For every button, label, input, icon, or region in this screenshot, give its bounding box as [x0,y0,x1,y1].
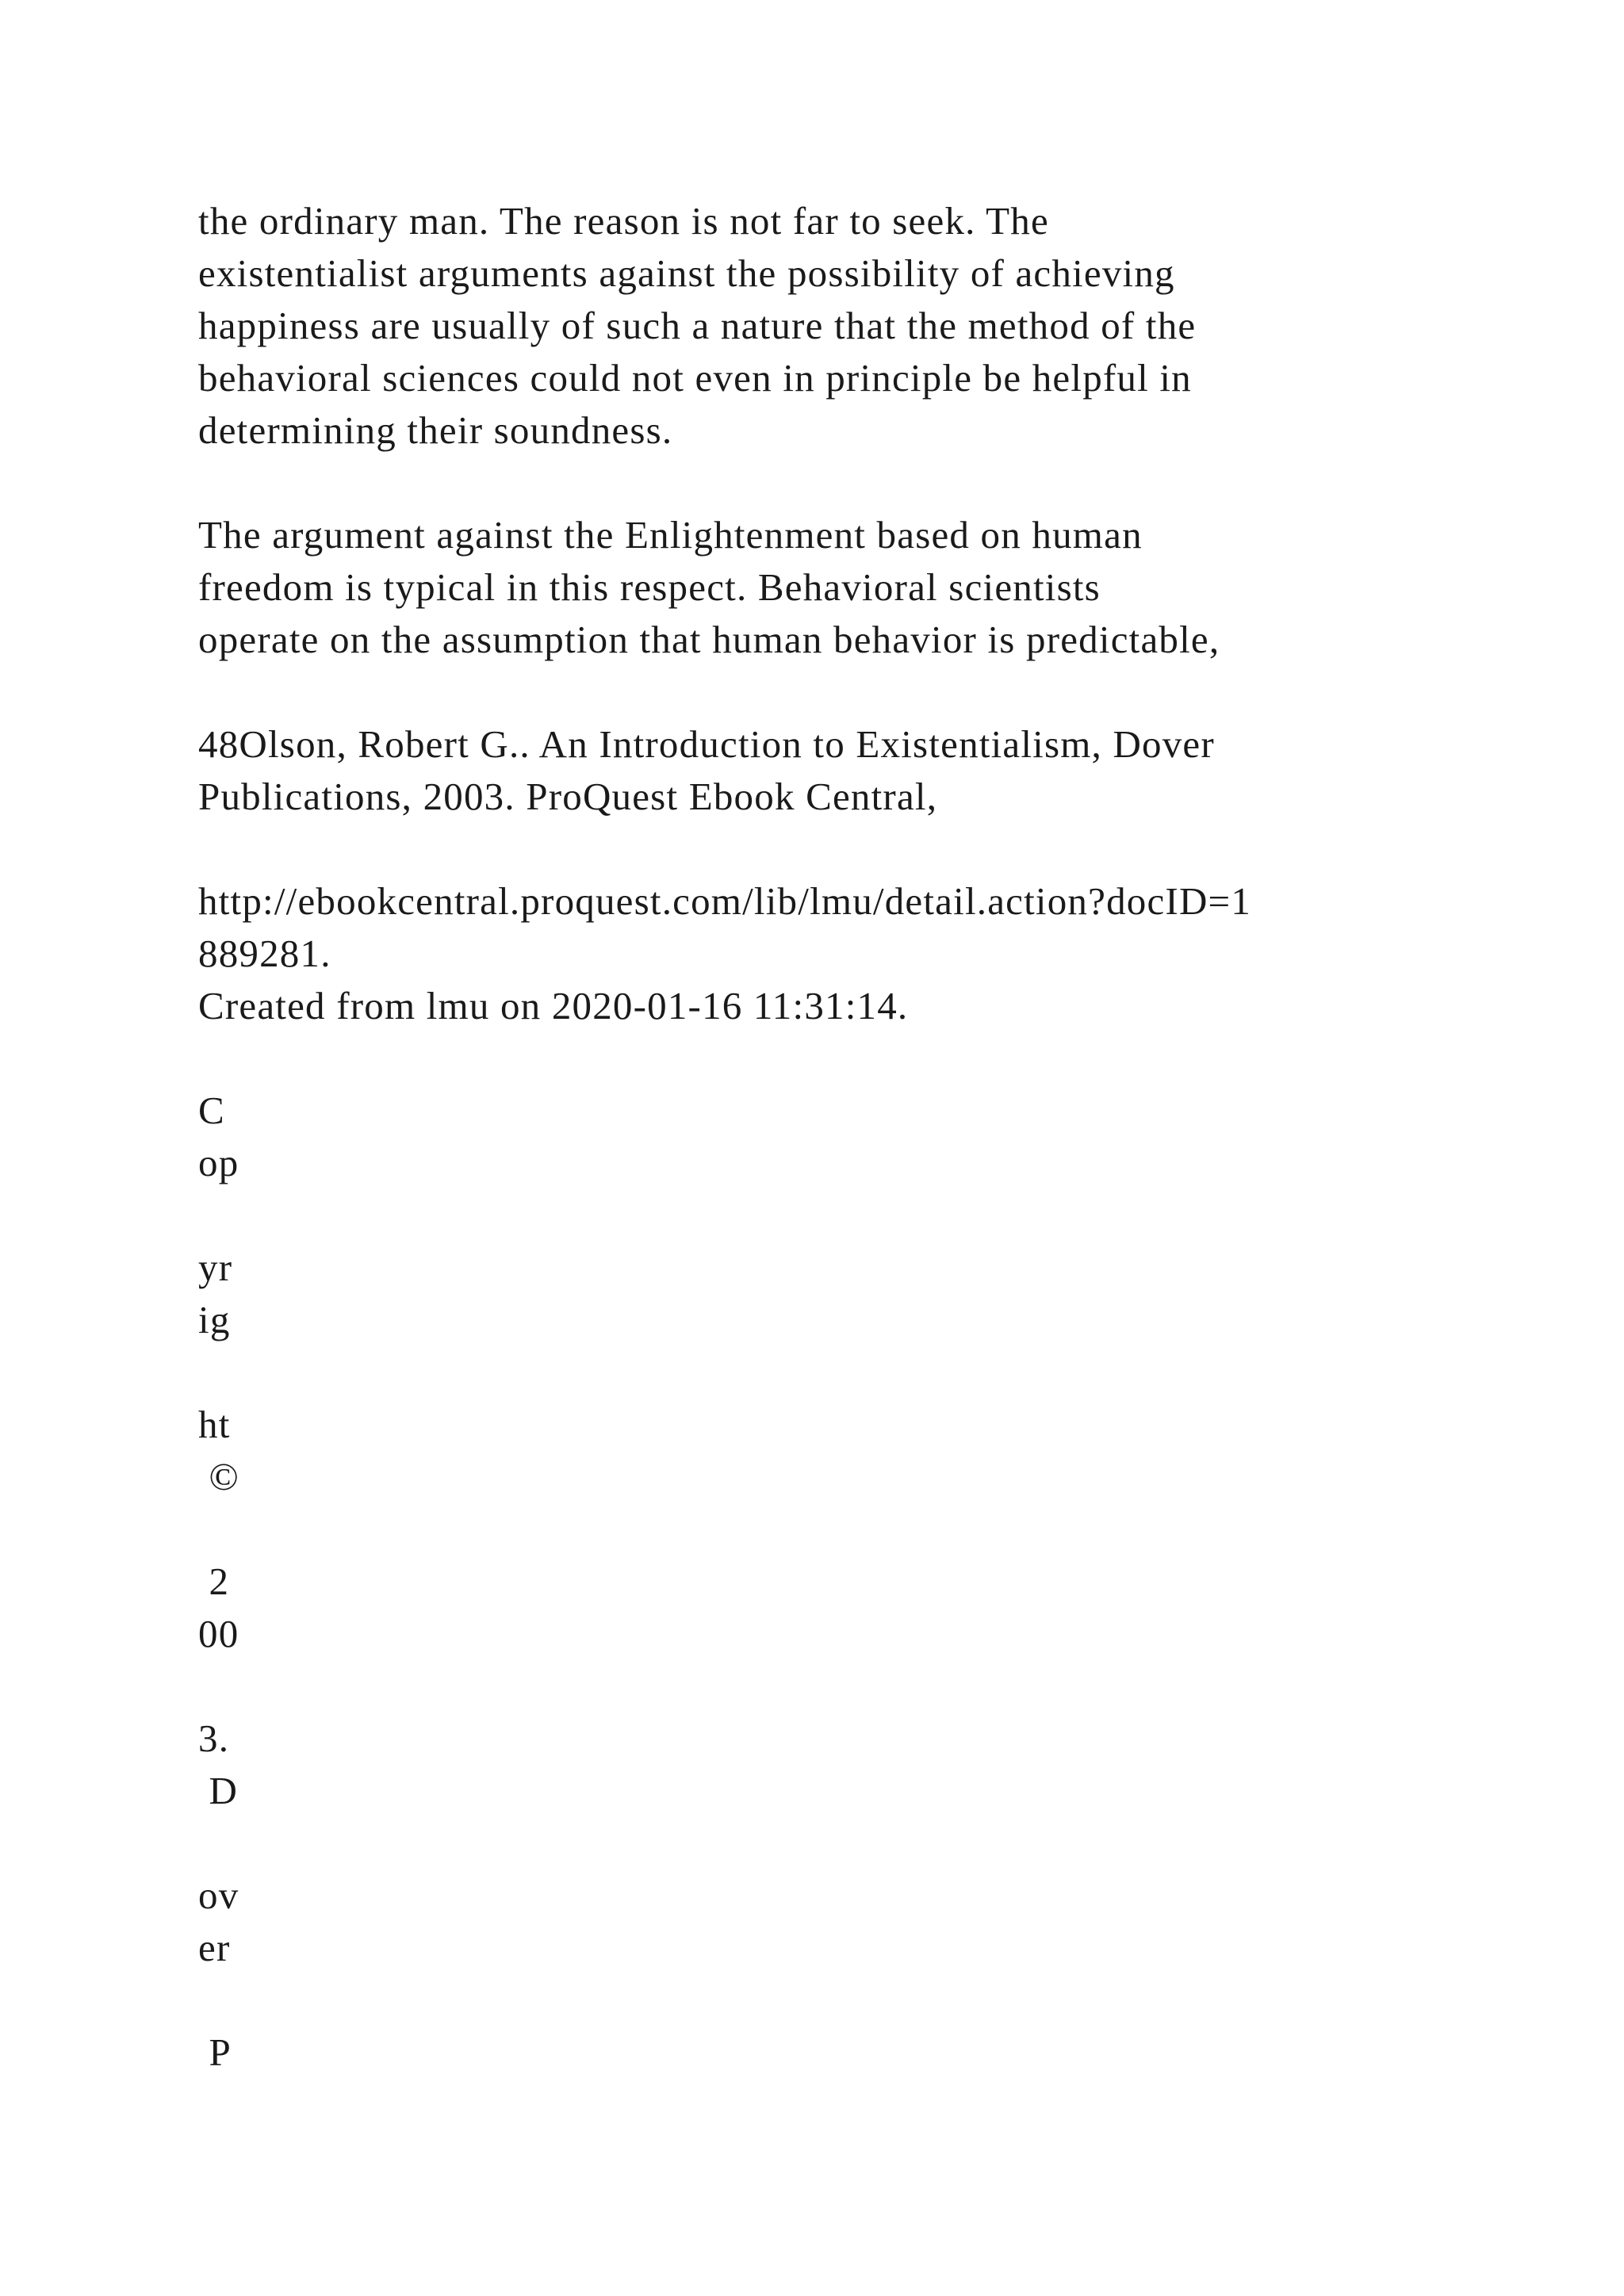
text-line: happiness are usually of such a nature that the method of the [198,304,1197,347]
watermark-fragment: ht [198,1402,231,1446]
watermark-fragment: yr [198,1246,233,1289]
document-body [198,195,1546,2079]
watermark-fragment: 00 [198,1612,239,1655]
citation [198,718,1546,823]
paragraph-freedom [198,509,1546,666]
text-line: The argument against the Enlightenment based on human [198,513,1143,557]
watermark-fragment: er [198,1926,231,1969]
watermark-fragment: ov [198,1873,239,1917]
text-line: operate on the assumption that human behavior is predictable, [198,618,1220,661]
source-url-continued: 889281. [198,932,331,975]
watermark-fragment: P [198,2030,232,2074]
paragraph-happiness [198,195,1546,457]
text-line: determining their soundness. [198,408,673,452]
source-url: http://ebookcentral.proquest.com/lib/lmu/detail.action?docID=1 [198,879,1252,923]
watermark-fragment: op [198,1141,239,1184]
watermark-fragment: D [198,1769,239,1812]
text-line: the ordinary man. The reason is not far to seek. The [198,199,1049,243]
watermark-fragment: © [198,1455,239,1498]
watermark-fragment: 3. [198,1716,230,1760]
text-line: existentialist arguments against the possibility of achieving [198,251,1175,295]
watermark-fragment: ig [198,1298,231,1341]
created-timestamp: Created from lmu on 2020-01-16 11:31:14. [198,984,909,1027]
copyright-watermark [198,1085,1546,2079]
watermark-fragment: C [198,1089,225,1132]
text-line: Publications, 2003. ProQuest Ebook Central, [198,775,938,818]
text-line: 48Olson, Robert G.. An Introduction to Existentialism, Dover [198,722,1215,766]
text-line: behavioral sciences could not even in principle be helpful in [198,356,1192,400]
watermark-fragment: 2 [198,1559,230,1603]
source-url-block [198,875,1546,1032]
text-line: freedom is typical in this respect. Behavioral scientists [198,565,1101,609]
